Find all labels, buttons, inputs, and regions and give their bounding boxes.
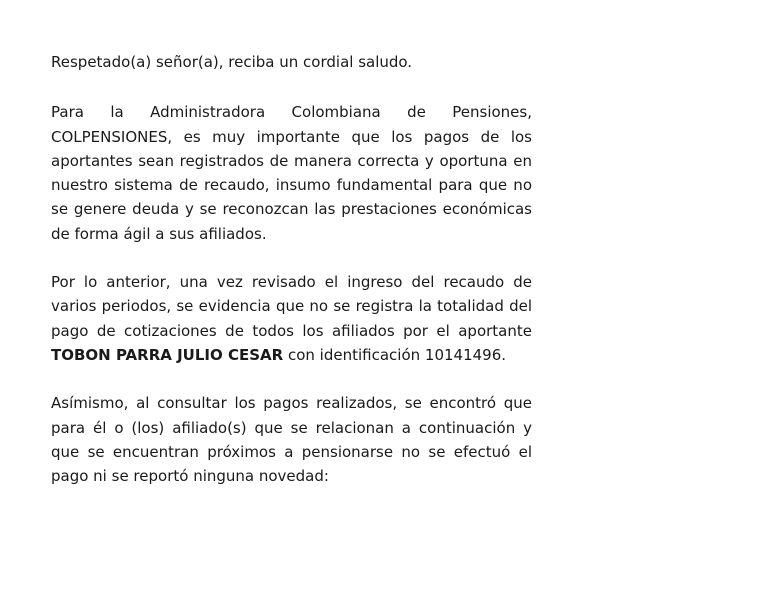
- letter-body: [51, 50, 532, 488]
- paragraph-affiliates: Asímismo, al consultar los pagos realizados, se encontró que para él o (los) afiliado(s) que se relacionan a continuación y que se encuentran próximos a pensionarse no se efectuó el pago ni se reportó ninguna novedad:: [51, 394, 532, 486]
- greeting-text: Respetado(a) señor(a), reciba un cordial saludo.: [51, 53, 413, 71]
- paragraph-contributor-id: con identificación 10141496.: [283, 345, 507, 364]
- paragraph-importance: Para la Administradora Colombiana de Pensiones, COLPENSIONES, es muy importante que los pagos de los aportantes sean registrados de manera correcta y oportuna en nuestro sistema de recaudo, insumo fundamental para que no se genere deuda y se reconozcan las prestaciones económicas de forma ágil a sus afiliados.: [51, 103, 532, 243]
- paragraph-contributor-intro: Por lo anterior, una vez revisado el ingreso del recaudo de varios periodos, se evidencia que no se registra la totalidad del pago de cotizaciones de todos los afiliados por el aportante: [51, 273, 532, 340]
- paragraph-contributor: [51, 270, 532, 367]
- contributor-name: TOBON PARRA JULIO CESAR: [51, 345, 284, 364]
